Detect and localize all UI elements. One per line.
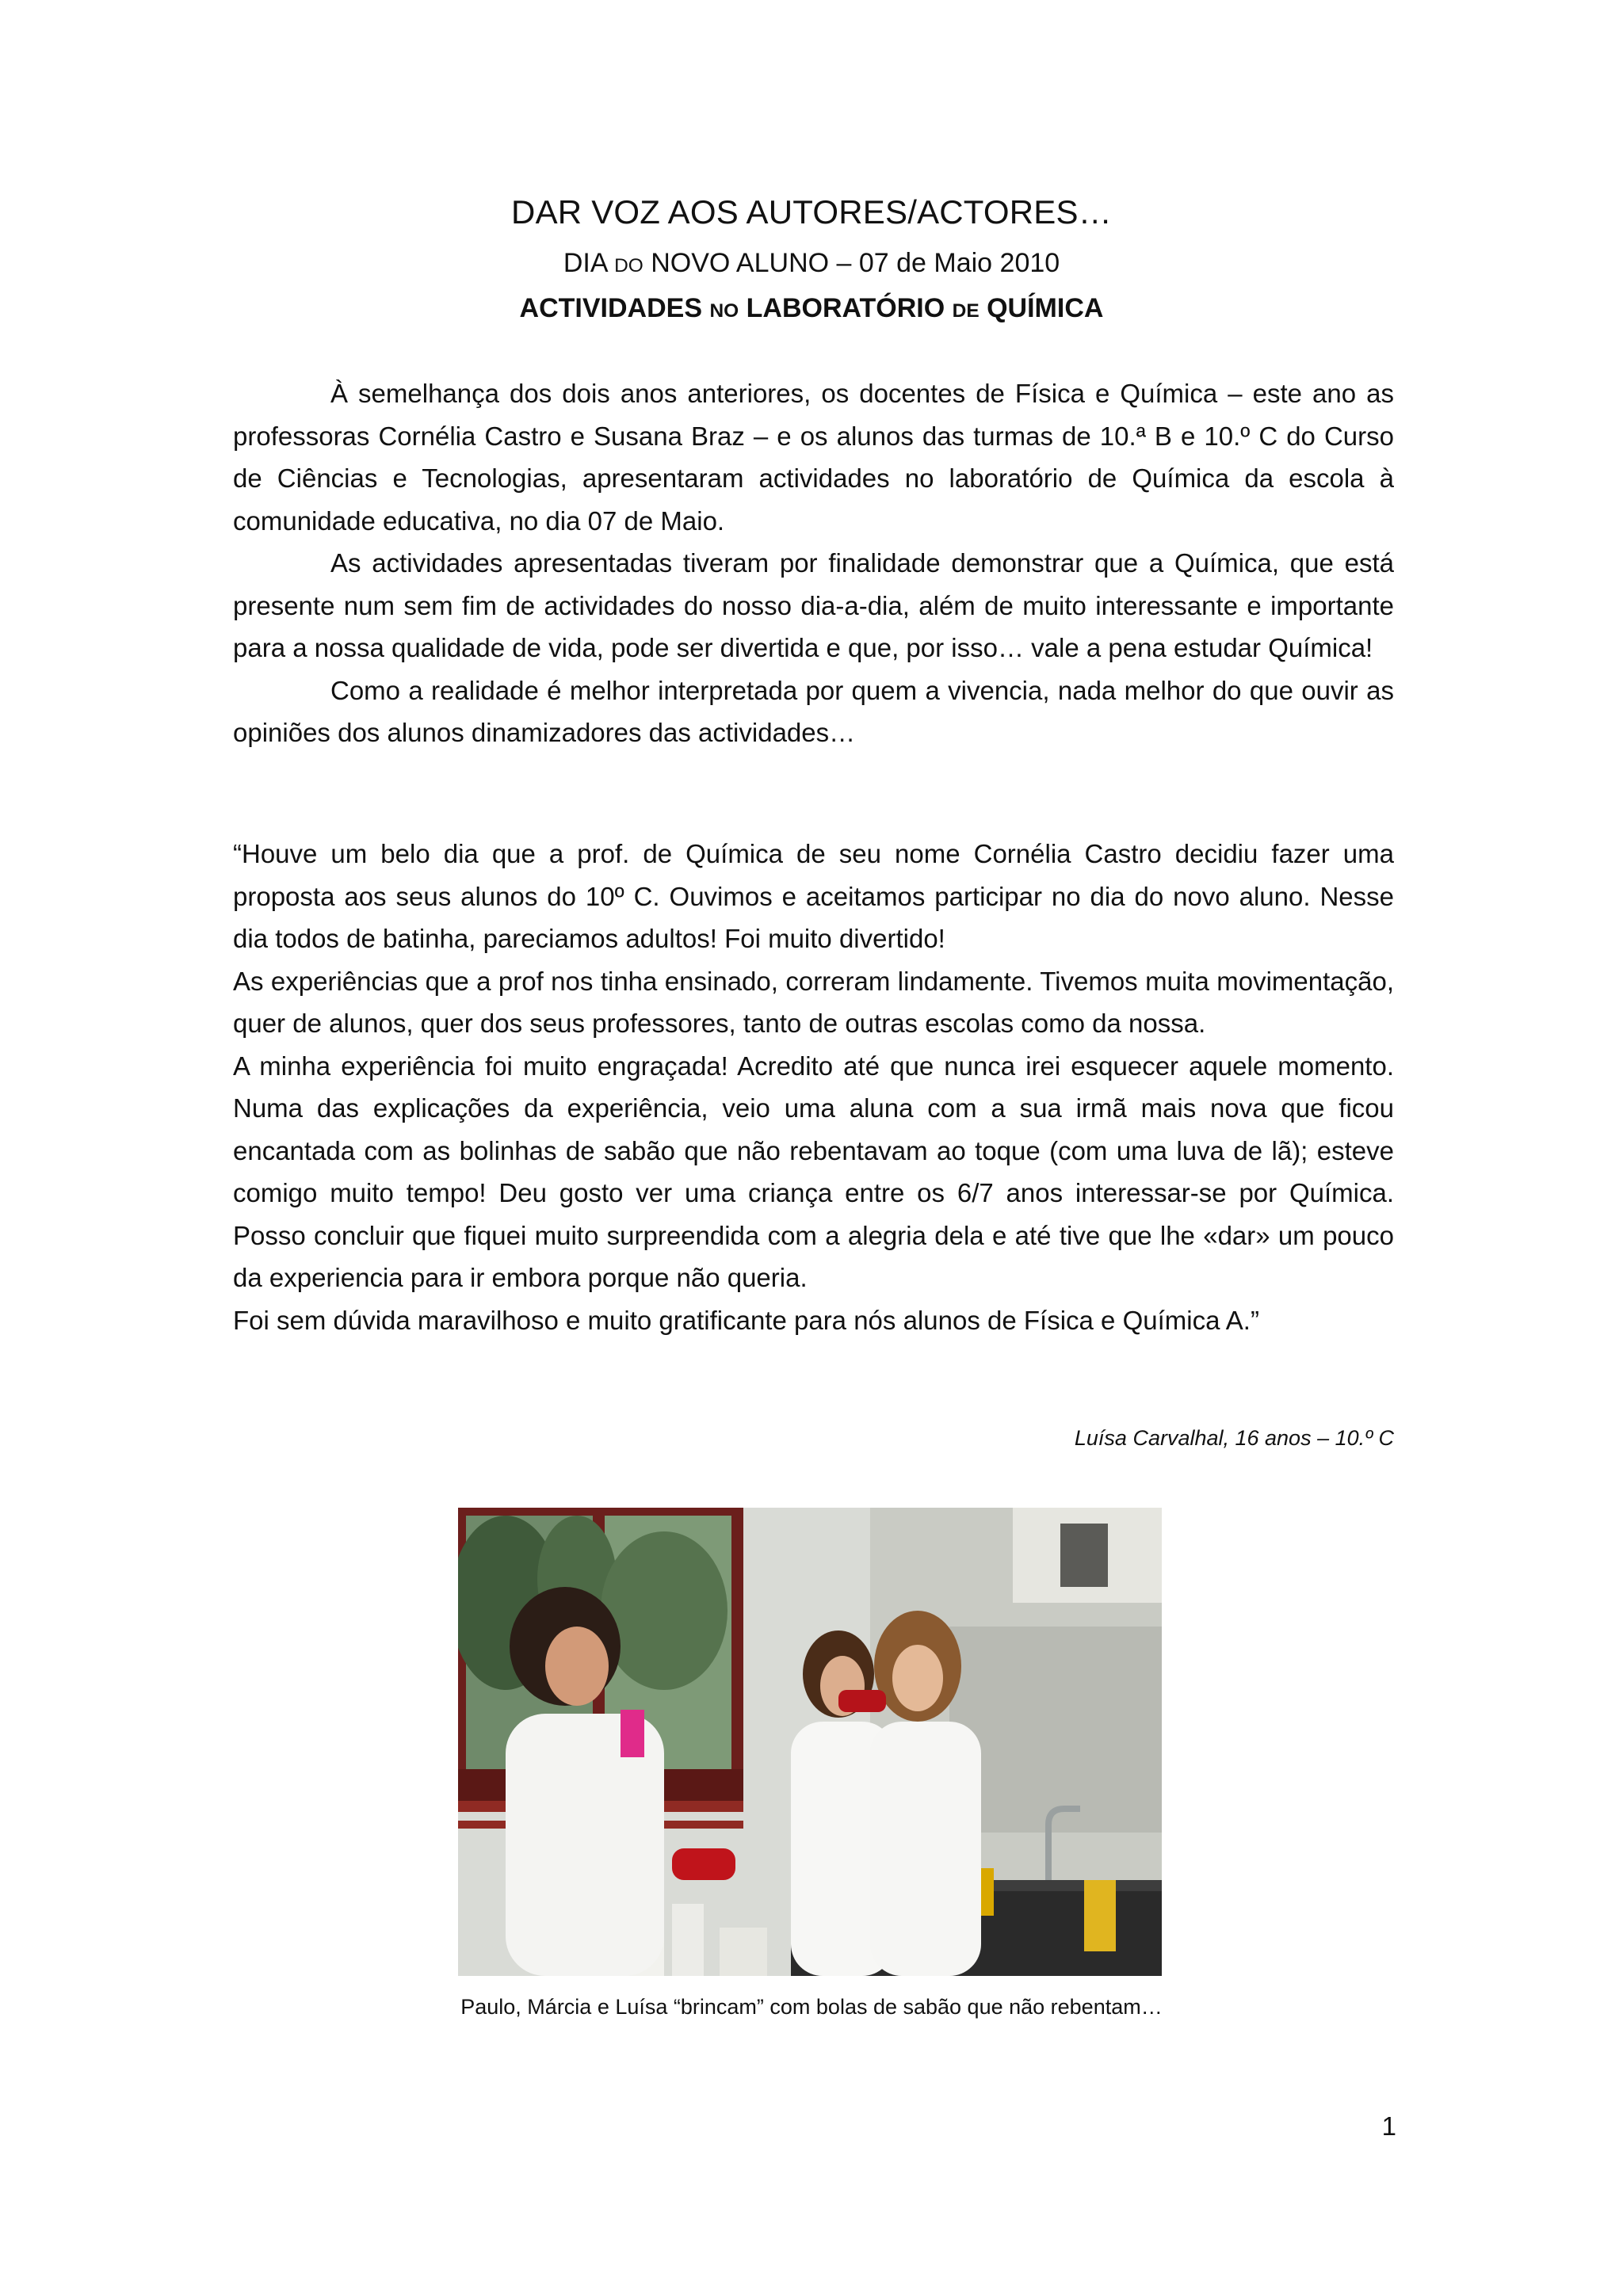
intro-paragraph: À semelhança dos dois anos anteriores, os docentes de Física e Química – este ano as professoras Cornélia Castro e Susana Braz – e os alunos das turmas de 10.ª B e 10.º C do Curso de Ciências e Tecnologias, apresentaram actividades no laboratório de Química da escola à comunidade educativa, no dia 07 de Maio. bbox=[233, 379, 1394, 536]
testimonial-paragraph: “Houve um belo dia que a prof. de Química de seu nome Cornélia Castro decidiu fazer uma proposta aos seus alunos do 10º C. Ouvimos e aceitamos participar no dia do novo aluno. Nesse dia todos de batinha, pareciamos adultos! Foi muito divertido! bbox=[233, 839, 1394, 953]
testimonial-signature: Luísa Carvalhal, 16 anos – 10.º C bbox=[1074, 1426, 1394, 1450]
lab-photo bbox=[458, 1508, 1162, 1976]
heading-small-word-2: DE bbox=[952, 300, 980, 322]
page-title-text: DAR VOZ AOS AUTORES/ACTORES… bbox=[511, 193, 1112, 231]
page-heading-activities bbox=[0, 293, 1623, 324]
heading-part-2: LABORATÓRIO bbox=[746, 293, 945, 323]
photo-caption: Paulo, Márcia e Luísa “brincam” com bolas de sabão que não rebentam… bbox=[460, 1995, 1163, 2019]
page-title bbox=[0, 193, 1623, 231]
intro-paragraph: Como a realidade é melhor interpretada por quem a vivencia, nada melhor do que ouvir as opiniões dos alunos dinamizadores das actividades… bbox=[233, 675, 1394, 747]
testimonial-paragraph: As experiências que a prof nos tinha ensinado, correram lindamente. Tivemos muita movimentação, quer de alunos, quer dos seus professores, tanto de outras escolas como da nossa. bbox=[233, 966, 1394, 1038]
testimonial-paragraph: Foi sem dúvida maravilhoso e muito gratificante para nós alunos de Física e Química A.” bbox=[233, 1305, 1259, 1335]
lab-photo-illustration bbox=[458, 1508, 1162, 1976]
heading-part-3: QUÍMICA bbox=[987, 293, 1104, 323]
testimonial-paragraph: A minha experiência foi muito engraçada! Acredito até que nunca irei esquecer aquele momento. Numa das explicações da experiência, veio uma aluna com a sua irmã mais nova que ficou encantada com as bolinhas de sabão que não rebentavam ao toque (com uma luva de lã); esteve comigo muito tempo! Deu gosto ver uma criança entre os 6/7 anos interessar-se por Química. Posso concluir que fiquei muito surpreendida com a alegria dela e até tive que lhe «dar» um pouco da experiencia para ir embora porque não queria. bbox=[233, 1051, 1394, 1292]
heading-small-word-1: NO bbox=[709, 300, 739, 322]
intro-paragraph: As actividades apresentadas tiveram por finalidade demonstrar que a Química, que está presente num sem fim de actividades do nosso dia-a-dia, além de muito interessante e importante para a nossa qualidade de vida, pode ser divertida e que, por isso… vale a pena estudar Química! bbox=[233, 548, 1394, 662]
heading-part-1: ACTIVIDADES bbox=[519, 293, 703, 323]
subtitle-small-word: DO bbox=[614, 255, 643, 277]
student-testimonial bbox=[233, 833, 1394, 1341]
subtitle-prefix: DIA bbox=[563, 248, 607, 278]
intro-section bbox=[233, 372, 1394, 754]
subtitle-rest: NOVO ALUNO – 07 de Maio 2010 bbox=[651, 248, 1060, 278]
page-subtitle bbox=[0, 248, 1623, 279]
page-number: 1 bbox=[1381, 2111, 1396, 2141]
